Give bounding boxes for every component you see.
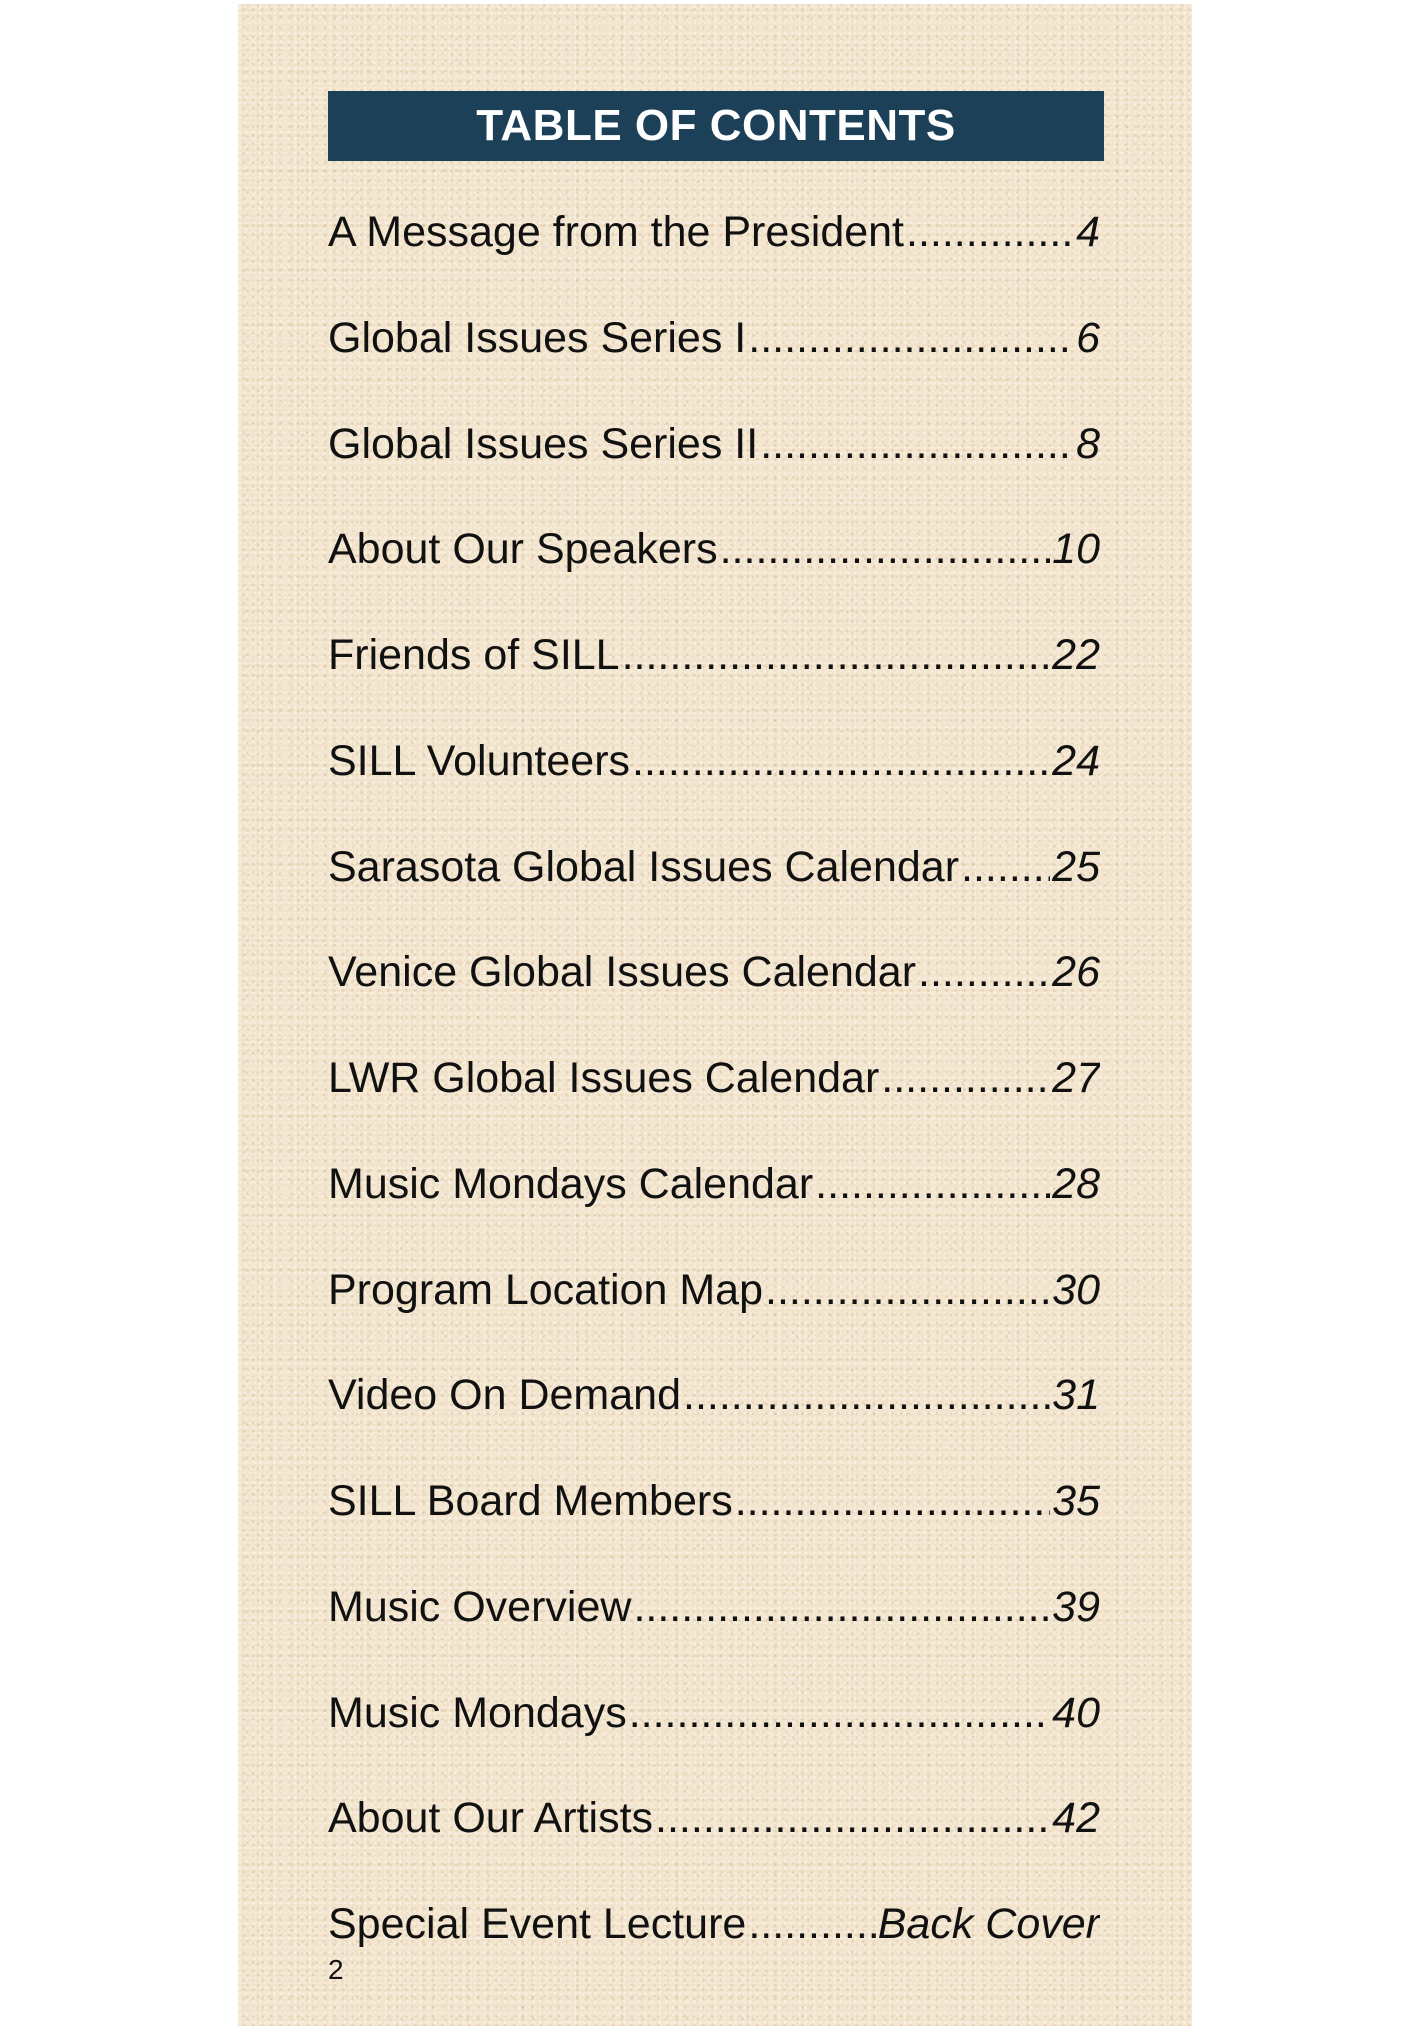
toc-entry-page: 31 <box>1052 1371 1100 1419</box>
toc-entry-page: 40 <box>1052 1689 1100 1737</box>
toc-entry-page: 39 <box>1052 1583 1100 1631</box>
toc-entry[interactable] <box>328 843 1100 903</box>
toc-entry-page: 8 <box>1076 420 1100 468</box>
toc-leader-dots <box>961 843 1050 892</box>
toc-entry-title: About Our Artists <box>328 1794 654 1842</box>
toc-leader-dots <box>655 1794 1050 1843</box>
toc-entry[interactable] <box>328 737 1100 797</box>
toc-entry[interactable] <box>328 314 1100 374</box>
toc-entry-page: 24 <box>1052 737 1100 785</box>
toc-entry[interactable] <box>328 1689 1100 1749</box>
toc-leader-dots <box>632 737 1050 786</box>
toc-entry[interactable] <box>328 1794 1100 1854</box>
toc-entry-title: SILL Volunteers <box>328 737 631 785</box>
toc-leader-dots <box>633 1583 1050 1632</box>
toc-entry[interactable] <box>328 948 1100 1008</box>
page-number: 2 <box>328 1954 344 1985</box>
toc-entry[interactable] <box>328 1477 1100 1537</box>
toc-entry-page: 25 <box>1052 843 1100 891</box>
toc-entry[interactable] <box>328 1160 1100 1220</box>
toc-leader-dots <box>918 948 1050 997</box>
toc-leader-dots <box>881 1054 1050 1103</box>
toc-entry[interactable] <box>328 420 1100 480</box>
toc-entry[interactable] <box>328 1371 1100 1431</box>
toc-entry-title: Sarasota Global Issues Calendar <box>328 843 960 891</box>
toc-entry-page: Back Cover <box>877 1900 1100 1948</box>
toc-leader-dots <box>683 1371 1050 1420</box>
toc-entry-page: 30 <box>1052 1266 1100 1314</box>
toc-entry-page: 4 <box>1076 208 1100 256</box>
toc-entry-page: 35 <box>1052 1477 1100 1525</box>
toc-leader-dots <box>720 525 1051 574</box>
toc-entry-page: 27 <box>1052 1054 1100 1102</box>
toc-leader-dots <box>815 1160 1050 1209</box>
toc-entry-title: About Our Speakers <box>328 525 718 573</box>
toc-leader-dots <box>765 1266 1050 1315</box>
document-page <box>238 4 1192 2026</box>
toc-entry[interactable] <box>328 1900 1100 1960</box>
toc-entry-title: Video On Demand <box>328 1371 681 1419</box>
toc-entry[interactable] <box>328 525 1100 585</box>
toc-entry-page: 22 <box>1052 631 1100 679</box>
toc-entry-title: A Message from the President <box>328 208 905 256</box>
toc-entry-page: 28 <box>1052 1160 1100 1208</box>
toc-entry-title: Friends of SILL <box>328 631 620 679</box>
toc-entry-page: 42 <box>1052 1794 1100 1842</box>
toc-entry-title: Global Issues Series I <box>328 314 747 362</box>
toc-leader-dots <box>760 420 1074 469</box>
toc-entry[interactable] <box>328 1266 1100 1326</box>
toc-entry-page: 26 <box>1052 948 1100 996</box>
toc-entry-title: Music Mondays Calendar <box>328 1160 814 1208</box>
toc-entry-title: Program Location Map <box>328 1266 763 1314</box>
toc-entry-title: Music Mondays <box>328 1689 627 1737</box>
toc-entry-title: Global Issues Series II <box>328 420 759 468</box>
toc-leader-dots <box>906 208 1074 257</box>
toc-entry-page: 6 <box>1076 314 1100 362</box>
toc-entry[interactable] <box>328 631 1100 691</box>
toc-entry-title: Music Overview <box>328 1583 632 1631</box>
toc-leader-dots <box>622 631 1051 680</box>
toc-entry-title: SILL Board Members <box>328 1477 733 1525</box>
toc-entry-title: Special Event Lecture <box>328 1900 747 1948</box>
toc-leader-dots <box>748 314 1074 363</box>
toc-leader-dots <box>629 1689 1050 1738</box>
toc-entry-title: Venice Global Issues Calendar <box>328 948 917 996</box>
toc-entry-page: 10 <box>1052 525 1100 573</box>
toc-entry[interactable] <box>328 208 1100 268</box>
toc-entry-title: LWR Global Issues Calendar <box>328 1054 880 1102</box>
toc-heading: TABLE OF CONTENTS <box>328 91 1104 161</box>
toc-entry[interactable] <box>328 1054 1100 1114</box>
toc-entry[interactable] <box>328 1583 1100 1643</box>
toc-leader-dots <box>735 1477 1050 1526</box>
toc-leader-dots <box>748 1900 875 1949</box>
